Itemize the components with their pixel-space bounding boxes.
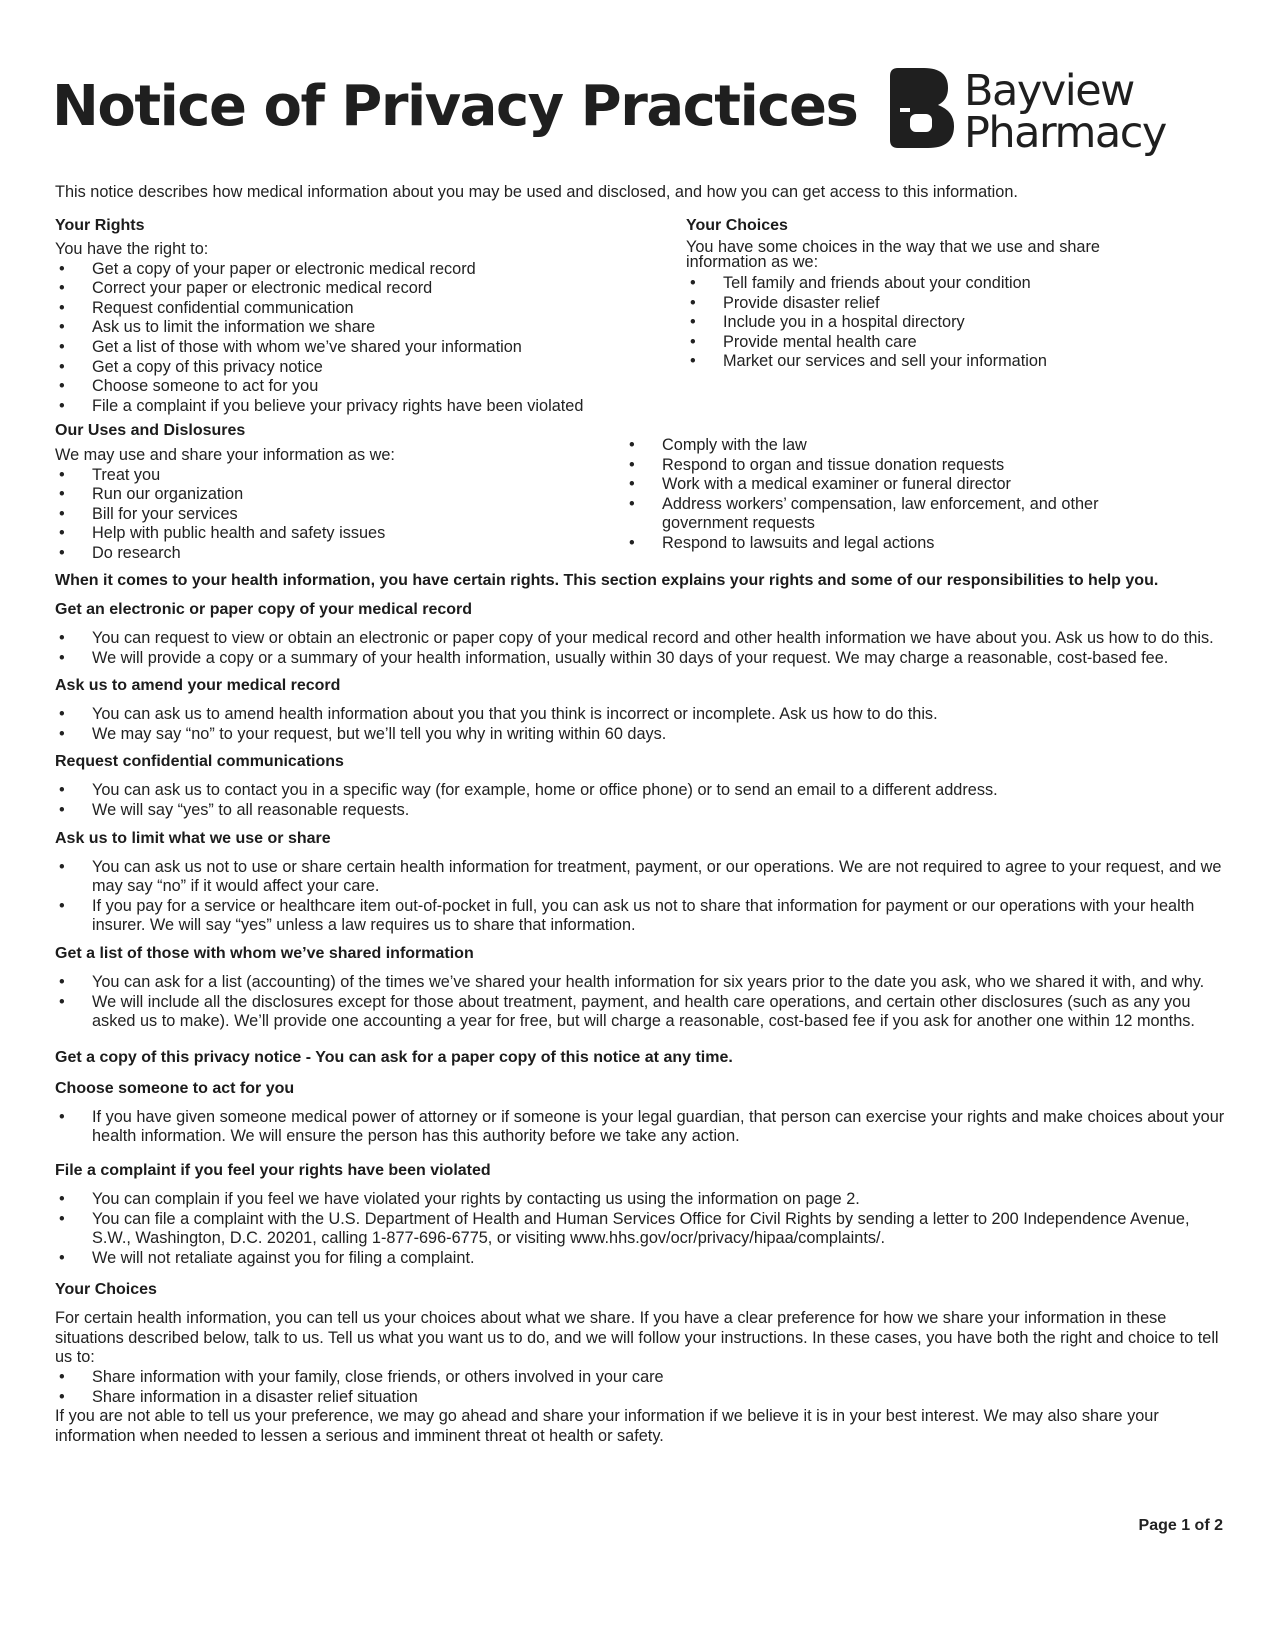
section-heading: Get a list of those with whom we’ve shared information	[55, 944, 474, 962]
list-item: • Respond to organ and tissue donation requests	[625, 456, 1165, 476]
choose-someone-section	[55, 1079, 1225, 1147]
copy-record-section	[55, 600, 1225, 668]
list-item: • If you pay for a service or healthcare item out-of-pocket in full, you can ask us not to share that information for payment or our operations with your health insurer. We will say “yes” unless a law requires us to share that information.	[55, 897, 1225, 936]
section-heading: Ask us to limit what we use or share	[55, 829, 331, 847]
list-item: • Provide mental health care	[686, 333, 1156, 353]
notice-copy-heading: Get a copy of this privacy notice - You can ask for a paper copy of this notice at any time.	[55, 1048, 733, 1066]
page-title: Notice of Privacy Practices	[52, 74, 858, 139]
list-item: • Work with a medical examiner or funeral director	[625, 475, 1165, 495]
amend-record-section	[55, 676, 1225, 744]
logo-mark-icon	[890, 68, 956, 148]
uses-list-left	[55, 466, 615, 564]
section-heading: Get an electronic or paper copy of your medical record	[55, 601, 473, 618]
section-lead: We may use and share your information as we:	[55, 446, 395, 464]
paragraph: For certain health information, you can tell us your choices about what we share. If you have a clear preference for how we share your information in these situations described below, talk to us. Tell us what you want us to do, and we will follow your instructions. In these cases, you have both the right and choice to tell us to:	[55, 1309, 1219, 1367]
section-heading: File a complaint if you feel your rights have been violated	[55, 1161, 491, 1179]
page-number: Page 1 of 2	[1138, 1517, 1223, 1534]
your-rights-section	[55, 216, 655, 416]
list-item: • If you have given someone medical power of attorney or if someone is your legal guardian, that person can exercise your rights and make choices about your health information. We will ensure the person has this authority before we take any action.	[55, 1108, 1225, 1147]
list-item: • Provide disaster relief	[686, 294, 1156, 314]
bullet-list	[55, 1108, 1225, 1147]
list-item: • File a complaint if you believe your privacy rights have been violated	[55, 397, 655, 417]
intro-text: This notice describes how medical information about you may be used and disclosed, and how you can get access to this information.	[55, 183, 1018, 201]
list-item: • We will provide a copy or a summary of your health information, usually within 30 days of your request. We may charge a reasonable, cost-based fee.	[55, 649, 1225, 669]
section-heading: Your Choices	[686, 217, 788, 234]
list-item: • Share information in a disaster relief situation	[55, 1388, 1225, 1408]
rights-list	[55, 260, 655, 417]
confidential-communications-section	[55, 752, 1225, 820]
list-item: • We will not retaliate against you for filing a complaint.	[55, 1249, 1225, 1269]
list-item: • Help with public health and safety issues	[55, 524, 615, 544]
list-item: • Get a copy of this privacy notice	[55, 358, 655, 378]
list-item: • Request confidential communication	[55, 299, 655, 319]
uses-disclosures-right	[625, 436, 1165, 554]
list-item: • Market our services and sell your information	[686, 352, 1156, 372]
list-item: • Tell family and friends about your condition	[686, 274, 1156, 294]
paragraph: If you are not able to tell us your preference, we may go ahead and share your information if we believe it is in your best interest. We may also share your information when needed to lessen a serious and imminent threat ot health or safety.	[55, 1407, 1159, 1445]
bullet-list	[55, 705, 1225, 744]
section-heading: Choose someone to act for you	[55, 1079, 295, 1097]
section-heading: Your Choices	[55, 1281, 157, 1299]
uses-list-right	[625, 436, 1165, 554]
section-heading: Our Uses and Dislosures	[55, 422, 246, 439]
bullet-list	[55, 629, 1225, 668]
list-item: • Do research	[55, 544, 615, 564]
file-complaint-section	[55, 1161, 1225, 1268]
logo-line-1: Bayview	[964, 66, 1134, 116]
list-item: • Run our organization	[55, 485, 615, 505]
list-item: • You can request to view or obtain an electronic or paper copy of your medical record and other health information we have about you. Ask us how to do this.	[55, 629, 1225, 649]
header	[52, 62, 1222, 172]
logo-line-2: Pharmacy	[964, 108, 1166, 158]
list-item: • Get a copy of your paper or electronic medical record	[55, 260, 655, 280]
list-item: • Get a list of those with whom we’ve shared your information	[55, 338, 655, 358]
list-item: • You can ask for a list (accounting) of the times we’ve shared your health information for six years prior to the date you ask, who we shared it with, and why.	[55, 973, 1225, 993]
your-choices-summary	[686, 216, 1156, 372]
list-item: • Ask us to limit the information we share	[55, 318, 655, 338]
shared-list-section	[55, 944, 1225, 1032]
bayview-pharmacy-logo	[890, 68, 1180, 168]
uses-disclosures-section	[55, 421, 615, 564]
list-item: • We will say “yes” to all reasonable requests.	[55, 801, 1225, 821]
list-item: • Correct your paper or electronic medical record	[55, 279, 655, 299]
list-item: • You can ask us to contact you in a specific way (for example, home or office phone) or to send an email to a different address.	[55, 781, 1225, 801]
list-item: • Address workers’ compensation, law enforcement, and other government requests	[625, 495, 1165, 534]
section-lead: You have the right to:	[55, 240, 209, 258]
list-item: • We may say “no” to your request, but we’ll tell you why in writing within 60 days.	[55, 725, 1225, 745]
bullet-list	[55, 973, 1225, 1032]
section-lead: You have some choices in the way that we use and share information as we:	[686, 238, 1100, 271]
section-heading: Ask us to amend your medical record	[55, 677, 341, 695]
list-item: • Choose someone to act for you	[55, 377, 655, 397]
list-item: • Treat you	[55, 466, 615, 486]
list-item: • You can complain if you feel we have violated your rights by contacting us using the information on page 2.	[55, 1190, 1225, 1210]
list-item: • Respond to lawsuits and legal actions	[625, 534, 1165, 554]
list-item: • Comply with the law	[625, 436, 1165, 456]
bullet-list	[55, 781, 1225, 820]
bullet-list	[55, 1368, 1225, 1407]
rights-details	[55, 571, 1225, 1454]
choices-list	[686, 274, 1156, 372]
section-heading: Request confidential communications	[55, 753, 344, 771]
list-item: • Bill for your services	[55, 505, 615, 525]
bullet-list	[55, 1190, 1225, 1268]
list-item: • You can ask us not to use or share certain health information for treatment, payment, or our operations. We are not required to agree to your request, and we may say “no” if it would affect your care.	[55, 858, 1225, 897]
section-heading: Your Rights	[55, 217, 145, 234]
bullet-list	[55, 858, 1225, 936]
your-choices-section	[55, 1280, 1225, 1446]
list-item: • We will include all the disclosures except for those about treatment, payment, and health care operations, and certain other disclosures (such as any you asked us to make). We’ll provide one accounting a year for free, but will charge a reasonable, cost-based fee if you ask for another one within 12 months.	[55, 993, 1225, 1032]
list-item: • You can file a complaint with the U.S. Department of Health and Human Services Office for Civil Rights by sending a letter to 200 Independence Avenue, S.W., Washington, D.C. 20201, calling 1-877-696-6775, or visiting www.hhs.gov/ocr/privacy/hipaa/complaints/.	[55, 1210, 1225, 1249]
rights-intro-heading: When it comes to your health information, you have certain rights. This section explains your rights and some of our responsibilities to help you.	[55, 572, 1159, 589]
list-item: • Include you in a hospital directory	[686, 313, 1156, 333]
list-item: • You can ask us to amend health information about you that you think is incorrect or incomplete. Ask us how to do this.	[55, 705, 1225, 725]
limit-sharing-section	[55, 829, 1225, 936]
list-item: • Share information with your family, close friends, or others involved in your care	[55, 1368, 1225, 1388]
logo-wordmark	[964, 66, 1166, 158]
